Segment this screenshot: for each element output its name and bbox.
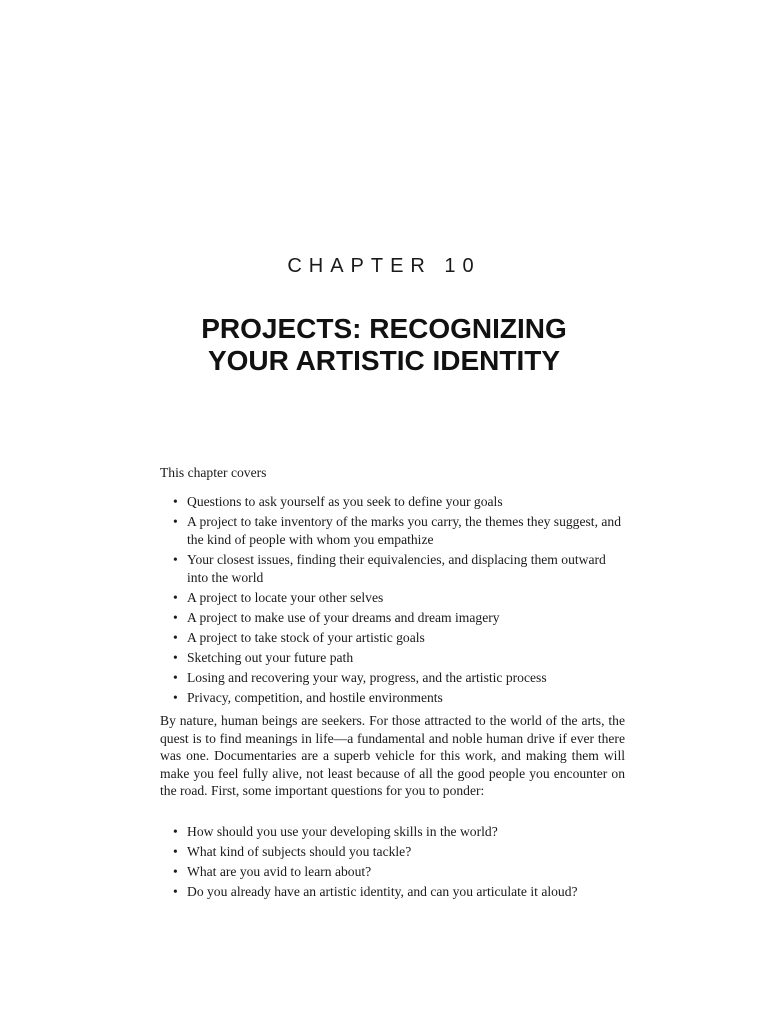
- list-item: [160, 843, 625, 861]
- bullet-icon: •: [173, 884, 178, 899]
- chapter-title-line-2: YOUR ARTISTIC IDENTITY: [207, 345, 561, 376]
- list-item-text: A project to take stock of your artistic goals: [187, 630, 425, 645]
- list-item: [160, 609, 625, 627]
- list-item-text: Sketching out your future path: [187, 650, 354, 665]
- chapter-covers-list: [160, 493, 625, 709]
- bullet-icon: •: [173, 864, 178, 879]
- bullet-icon: •: [173, 824, 178, 839]
- questions-list: [160, 823, 625, 903]
- list-item-text: What kind of subjects should you tackle?: [187, 844, 412, 859]
- bullet-icon: •: [173, 494, 178, 509]
- list-item-text: Losing and recovering your way, progress, and the artistic process: [187, 670, 547, 685]
- chapter-title: [0, 313, 768, 377]
- bullet-icon: •: [173, 514, 178, 529]
- list-item: [160, 589, 625, 607]
- bullet-icon: •: [173, 650, 178, 665]
- bullet-icon: •: [173, 610, 178, 625]
- list-item: [160, 551, 625, 587]
- list-item: [160, 669, 625, 687]
- list-item-text: A project to locate your other selves: [187, 590, 384, 605]
- list-item-text: A project to make use of your dreams and dream imagery: [187, 610, 500, 625]
- list-item: [160, 863, 625, 881]
- bullet-icon: •: [173, 844, 178, 859]
- body-paragraph: By nature, human beings are seekers. For those attracted to the world of the arts, the quest is to find meanings in life—a fundamental and noble human drive if ever there was one. Documentaries are a superb vehicle for this work, and making them will make you feel fully alive, not least because of all the good people you encounter on the road. First, some important questions for you to ponder:: [160, 713, 625, 798]
- list-item-text: How should you use your developing skills in the world?: [187, 824, 498, 839]
- intro-text: This chapter covers: [160, 465, 267, 480]
- list-item: [160, 493, 625, 511]
- list-item: [160, 883, 625, 901]
- list-item: [160, 689, 625, 707]
- list-item-text: What are you avid to learn about?: [187, 864, 372, 879]
- list-item: [160, 629, 625, 647]
- bullet-icon: •: [173, 630, 178, 645]
- list-item-text: Questions to ask yourself as you seek to define your goals: [187, 494, 503, 509]
- list-item-text: Do you already have an artistic identity, and can you articulate it aloud?: [187, 884, 578, 899]
- bullet-icon: •: [173, 590, 178, 605]
- list-item-text: Your closest issues, finding their equivalencies, and displacing them outward into the world: [187, 552, 606, 585]
- bullet-icon: •: [173, 552, 178, 567]
- list-item: [160, 513, 625, 549]
- list-item-text: Privacy, competition, and hostile environments: [187, 690, 443, 705]
- list-item: [160, 823, 625, 841]
- bullet-icon: •: [173, 690, 178, 705]
- list-item: [160, 649, 625, 667]
- chapter-title-line-1: PROJECTS: RECOGNIZING: [201, 313, 567, 344]
- list-item-text: A project to take inventory of the marks you carry, the themes they suggest, and the kind of people with whom you empathize: [187, 514, 621, 547]
- chapter-number: CHAPTER 10: [287, 255, 481, 277]
- bullet-icon: •: [173, 670, 178, 685]
